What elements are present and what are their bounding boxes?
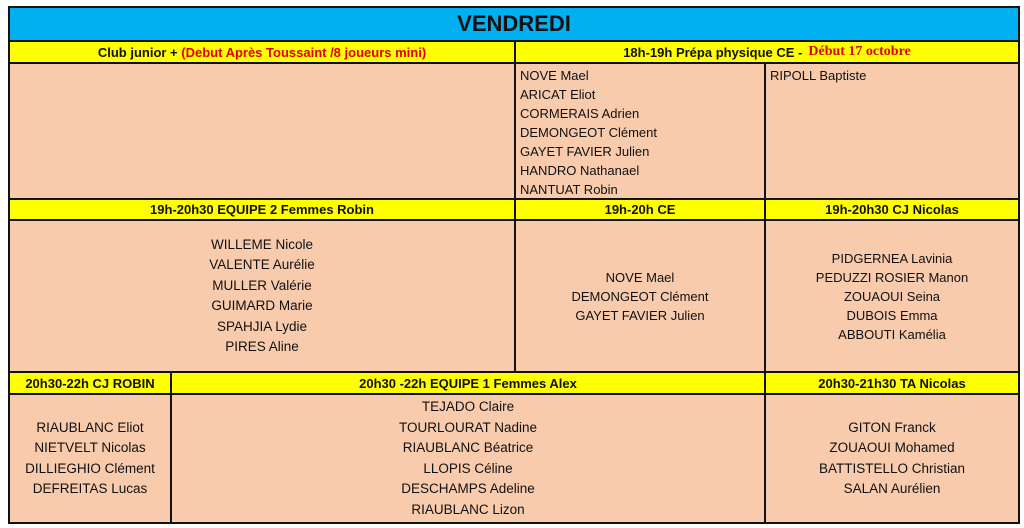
list-item: DILLIEGHIO Clément: [25, 460, 155, 476]
list-item: ZOUAOUI Seina: [843, 288, 941, 304]
list-item: BATTISTELLO Christian: [818, 460, 966, 476]
list-item: GITON Franck: [848, 419, 936, 435]
schedule-sheet: [8, 6, 1020, 524]
list-item: ARICAT Eliot: [520, 87, 596, 102]
header-prepa-label: 18h-19h Prépa physique CE -: [623, 44, 803, 60]
list-item: TOURLOURAT Nadine: [398, 419, 538, 435]
list-item: GAYET FAVIER Julien: [520, 144, 650, 159]
cell-club-junior: [10, 64, 516, 200]
list-item: DEMONGEOT Clément: [520, 125, 658, 140]
list-item: RIPOLL Baptiste: [770, 68, 867, 83]
list-item: HANDRO Nathanael: [520, 163, 640, 178]
header-club-junior-note: (Debut Après Toussaint /8 joueurs mini): [181, 44, 427, 60]
list-item: DEFREITAS Lucas: [32, 481, 148, 496]
header-club-junior: [10, 42, 516, 64]
list-item: SPAHJIA Lydie: [216, 318, 308, 334]
list-item: VALENTE Aurélie: [209, 257, 315, 272]
header-ta-nicolas: 20h30-21h30 TA Nicolas: [766, 373, 1018, 395]
header-equipe-2: 19h-20h30 EQUIPE 2 Femmes Robin: [10, 200, 516, 221]
list-item: RIAUBLANC Béatrice: [402, 440, 534, 455]
list-item: WILLEME Nicole: [210, 236, 314, 252]
cell-ce: [516, 221, 766, 373]
list-item: PEDUZZI ROSIER Manon: [815, 269, 969, 285]
list-item: LLOPIS Céline: [423, 460, 513, 476]
list-item: ZOUAOUI Mohamed: [829, 440, 955, 455]
list-item: GAYET FAVIER Julien: [575, 307, 705, 323]
list-item: MULLER Valérie: [212, 277, 312, 293]
list-item: CORMERAIS Adrien: [520, 106, 640, 121]
list-item: PIDGERNEA Lavinia: [831, 250, 953, 266]
list-item: NANTUAT Robin: [520, 182, 618, 197]
cell-ta-nicolas: [766, 395, 1018, 522]
list-item: RIAUBLANC Eliot: [36, 419, 144, 435]
cell-equipe-1: [172, 395, 766, 522]
header-club-junior-label: Club junior +: [97, 44, 178, 60]
list-item: PIRES Aline: [225, 339, 299, 354]
list-item: GUIMARD Marie: [211, 298, 313, 313]
cell-equipe-2: [10, 221, 516, 373]
header-equipe-1: 20h30 -22h EQUIPE 1 Femmes Alex: [172, 373, 766, 395]
cell-cj-robin: [10, 395, 172, 522]
header-cj-nicolas: 19h-20h30 CJ Nicolas: [766, 200, 1018, 221]
list-item: NOVE Mael: [605, 269, 675, 285]
list-item: NIETVELT Nicolas: [34, 440, 146, 455]
list-item: DEMONGEOT Clément: [571, 288, 709, 304]
list-item: DESCHAMPS Adeline: [401, 481, 535, 496]
list-item: RIAUBLANC Lizon: [411, 501, 525, 517]
cell-prepa-list-1: [516, 64, 766, 200]
cell-cj-nicolas: [766, 221, 1018, 373]
header-ce: 19h-20h CE: [516, 200, 766, 221]
list-item: ABBOUTI Kamélia: [838, 326, 946, 342]
header-prepa-physique: [516, 42, 1018, 64]
cell-prepa-list-2: [766, 64, 1018, 200]
day-title: VENDREDI: [10, 8, 1018, 42]
list-item: TEJADO Claire: [421, 399, 515, 414]
list-item: SALAN Aurélien: [843, 481, 941, 496]
list-item: NOVE Mael: [520, 68, 589, 83]
list-item: DUBOIS Emma: [846, 307, 938, 323]
header-cj-robin: 20h30-22h CJ ROBIN: [10, 373, 172, 395]
header-prepa-note: Début 17 octobre: [808, 44, 911, 59]
